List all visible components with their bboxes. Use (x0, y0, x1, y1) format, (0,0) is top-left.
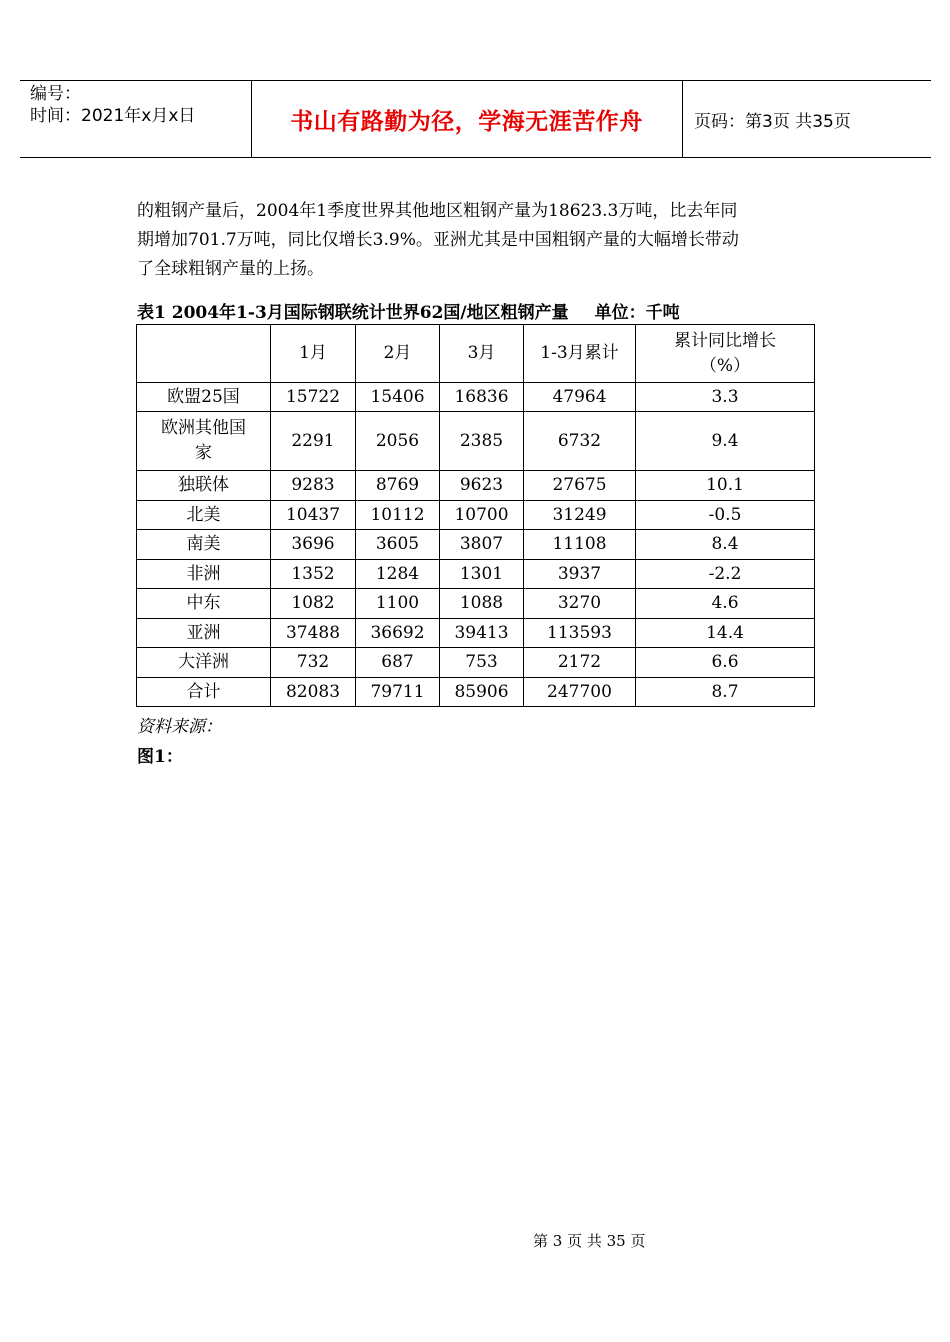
header-motto (251, 81, 683, 157)
table-unit: 单位：千吨 (594, 303, 680, 323)
growth-cell: 8.7 (636, 678, 815, 707)
growth-cell: -0.5 (636, 501, 815, 530)
region-cell: 北美 (137, 501, 271, 530)
mar-cell: 1301 (440, 560, 524, 589)
jan-cell: 732 (271, 648, 356, 678)
feb-cell: 3605 (356, 530, 440, 560)
table-row (137, 589, 815, 619)
jan-cell: 10437 (271, 501, 356, 530)
mar-cell: 85906 (440, 678, 524, 707)
jan-cell: 15722 (271, 383, 356, 412)
growth-header-line2: （%） (699, 355, 751, 376)
header-cell-mar: 3月 (440, 325, 524, 383)
steel-production-table (136, 324, 815, 707)
data-source-label: 资料来源： (137, 717, 222, 737)
mar-cell: 10700 (440, 501, 524, 530)
growth-cell: -2.2 (636, 560, 815, 589)
feb-cell: 8769 (356, 471, 440, 501)
total-cell: 27675 (524, 471, 636, 501)
table-row (137, 560, 815, 589)
total-cell: 11108 (524, 530, 636, 560)
body-paragraph (137, 197, 827, 284)
growth-cell: 10.1 (636, 471, 815, 501)
header-meta (20, 81, 252, 157)
table-row (137, 501, 815, 530)
mar-cell: 753 (440, 648, 524, 678)
total-cell: 47964 (524, 383, 636, 412)
jan-cell: 3696 (271, 530, 356, 560)
feb-cell: 79711 (356, 678, 440, 707)
feb-cell: 15406 (356, 383, 440, 412)
header-cell-empty (137, 325, 271, 383)
mar-cell: 2385 (440, 412, 524, 471)
page-header (20, 80, 931, 158)
mar-cell: 9623 (440, 471, 524, 501)
total-cell: 113593 (524, 619, 636, 648)
paragraph-line: 的粗钢产量后，2004年1季度世界其他地区粗钢产量为18623.3万吨，比去年同 (137, 201, 738, 221)
table-row (137, 648, 815, 678)
jan-cell: 2291 (271, 412, 356, 471)
jan-cell: 9283 (271, 471, 356, 501)
page-footer: 第 3 页 共 35 页 (533, 1232, 646, 1250)
growth-cell: 6.6 (636, 648, 815, 678)
growth-cell: 8.4 (636, 530, 815, 560)
mar-cell: 16836 (440, 383, 524, 412)
total-cell: 247700 (524, 678, 636, 707)
growth-cell: 9.4 (636, 412, 815, 471)
table-caption (137, 298, 680, 323)
feb-cell: 1100 (356, 589, 440, 619)
jan-cell: 37488 (271, 619, 356, 648)
growth-cell: 14.4 (636, 619, 815, 648)
region-cell: 南美 (137, 530, 271, 560)
page-info-text: 页码：第3页 共35页 (694, 111, 851, 132)
jan-cell: 82083 (271, 678, 356, 707)
mar-cell: 3807 (440, 530, 524, 560)
table-row (137, 619, 815, 648)
number-label: 编号： (30, 84, 81, 104)
table-row (137, 383, 815, 412)
table-header-row (137, 325, 815, 383)
table-row (137, 530, 815, 560)
table-row (137, 412, 815, 471)
total-cell: 3270 (524, 589, 636, 619)
region-cell: 独联体 (137, 471, 271, 501)
jan-cell: 1082 (271, 589, 356, 619)
feb-cell: 36692 (356, 619, 440, 648)
feb-cell: 687 (356, 648, 440, 678)
region-line2: 家 (195, 443, 212, 463)
region-cell: 亚洲 (137, 619, 271, 648)
figure-label: 图1： (137, 747, 183, 767)
region-cell: 中东 (137, 589, 271, 619)
feb-cell: 10112 (356, 501, 440, 530)
growth-header-line1: 累计同比增长 (674, 330, 776, 351)
time-label: 时间：2021年x月x日 (30, 106, 196, 126)
feb-cell: 1284 (356, 560, 440, 589)
region-cell: 大洋洲 (137, 648, 271, 678)
header-cell-feb: 2月 (356, 325, 440, 383)
region-cell (137, 412, 271, 471)
paragraph-line: 期增加701.7万吨，同比仅增长3.9%。亚洲尤其是中国粗钢产量的大幅增长带动 (137, 230, 739, 250)
region-cell: 合计 (137, 678, 271, 707)
total-cell: 31249 (524, 501, 636, 530)
growth-cell: 4.6 (636, 589, 815, 619)
table-title: 表1 2004年1-3月国际钢联统计世界62国/地区粗钢产量 (137, 303, 569, 323)
header-cell-jan: 1月 (271, 325, 356, 383)
feb-cell: 2056 (356, 412, 440, 471)
total-cell: 3937 (524, 560, 636, 589)
header-cell-growth (636, 325, 815, 383)
region-cell: 欧盟25国 (137, 383, 271, 412)
paragraph-line: 了全球粗钢产量的上扬。 (137, 259, 324, 279)
growth-cell: 3.3 (636, 383, 815, 412)
jan-cell: 1352 (271, 560, 356, 589)
mar-cell: 1088 (440, 589, 524, 619)
mar-cell: 39413 (440, 619, 524, 648)
motto-text: 书山有路勤为径，学海无涯苦作舟 (290, 108, 643, 135)
region-line1: 欧洲其他国 (161, 418, 246, 438)
table-row (137, 678, 815, 707)
total-cell: 6732 (524, 412, 636, 471)
table-row (137, 471, 815, 501)
region-cell: 非洲 (137, 560, 271, 589)
total-cell: 2172 (524, 648, 636, 678)
header-page-info (682, 81, 931, 157)
header-cell-total: 1-3月累计 (524, 325, 636, 383)
